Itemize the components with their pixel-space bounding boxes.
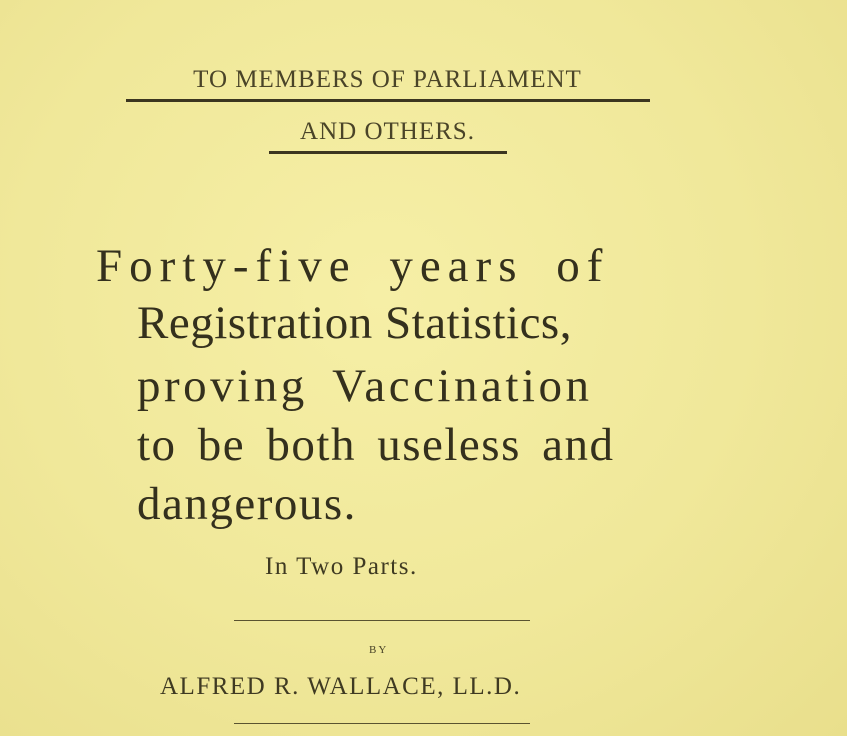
addressee-line-1: TO MEMBERS OF PARLIAMENT (193, 66, 582, 93)
author-name: ALFRED R. WALLACE, LL.D. (160, 673, 522, 700)
addressee-underline-2 (269, 151, 507, 154)
divider-rule-upper (234, 620, 530, 621)
by-label: BY (369, 644, 389, 656)
parts-note: In Two Parts. (265, 553, 418, 580)
divider-rule-lower (234, 723, 530, 724)
title-line-4: to be both useless and (137, 419, 615, 471)
title-line-5: dangerous. (137, 478, 357, 530)
title-line-3: proving Vaccination (137, 360, 593, 412)
title-line-2: Registration Statistics, (137, 297, 572, 349)
title-line-1: Forty-five years of (96, 240, 610, 292)
addressee-underline-1 (126, 99, 650, 102)
addressee-line-2: AND OTHERS. (300, 118, 475, 145)
